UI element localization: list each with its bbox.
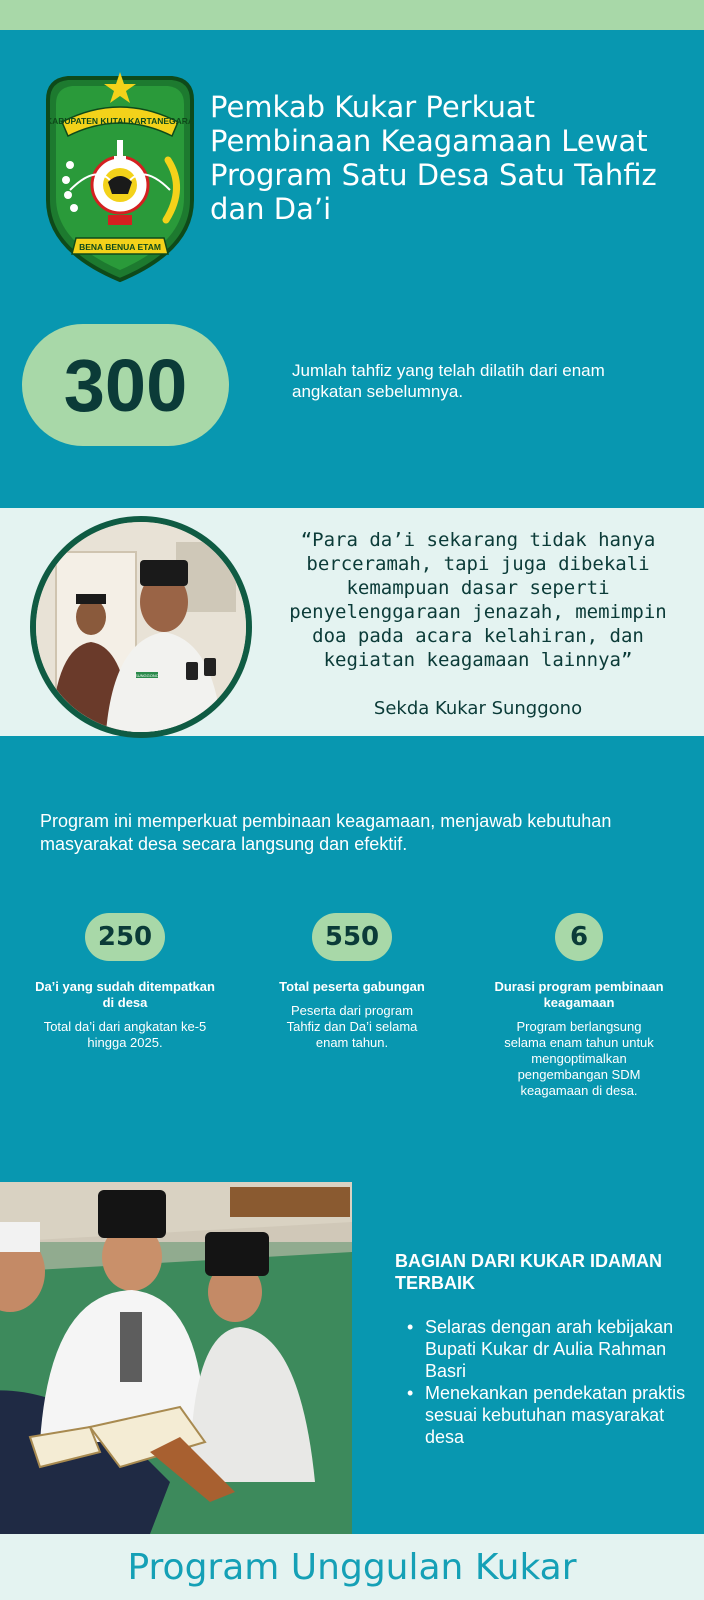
stat-label: Total peserta gabungan [279,979,425,994]
stat-card-duration [484,913,674,1099]
stats-row [0,913,704,1113]
list-item: • Menekankan pendekatan praktis sesuai kebutuhan masyarakat desa [405,1382,695,1448]
students-reading-photo [0,1182,352,1534]
stat-label: Durasi program pembinaan keagamaan [494,979,664,1010]
stat-value: 550 [312,913,392,961]
students-illustration [0,1182,352,1534]
stat-label: Da’i yang sudah ditempatkan di desa [35,979,215,1010]
quote-section [0,508,704,736]
highlight-value: 300 [63,343,188,427]
footer-band [0,1534,704,1600]
footer-title: Program Unggulan Kukar [127,1546,577,1588]
stat-description: Total da’i dari angkatan ke-5 hingga 2025. [43,1019,207,1050]
speaker-portrait-illustration [36,522,246,732]
stat-card-dai [30,913,220,1051]
list-item: • Selaras dengan arah kebijakan Bupati Kukar dr Aulia Rahman Basri [405,1316,695,1382]
program-points-list [405,1316,695,1448]
speaker-photo [30,516,252,738]
logo-bottom-text: BENA BENUA ETAM [79,242,161,252]
highlight-description: Jumlah tahfiz yang telah dilatih dari enam angkatan sebelumnya. [292,361,605,401]
intro-paragraph: Program ini memperkuat pembinaan keagamaan, menjawab kebutuhan masyarakat desa secara langsung dan efektif. [40,811,612,854]
stat-description: Peserta dari program Tahfiz dan Da’i selama enam tahun. [286,1003,418,1050]
header-section [0,30,704,508]
stat-description: Program berlangsung selama enam tahun untuk mengoptimalkan pengembangan SDM keagamaan di desa. [504,1019,654,1098]
stat-card-participants [257,913,447,1051]
program-section-title: BAGIAN DARI KUKAR IDAMAN TERBAIK [395,1251,662,1293]
highlight-stat-pill [22,324,229,446]
quote-author: Sekda Kukar Sunggono [373,698,583,719]
quote-text: “Para da’i sekarang tidak hanya berceramah, tapi juga dibekali kemampuan dasar seperti penyelenggaraan jenazah, memimpin doa pada acara kelahiran, dan kegiatan keagamaan lainnya” [289,529,667,671]
name-tag-text: SUNGGONO [135,673,159,678]
logo-top-text: KABUPATEN KUTAI KARTANEGARA [45,116,195,126]
stat-value: 6 [555,913,603,961]
kukar-logo-emblem [40,70,200,285]
stat-value: 250 [85,913,165,961]
top-accent-bar [0,0,704,30]
page-title: Pemkab Kukar Perkuat Pembinaan Keagamaan Lewat Program Satu Desa Satu Tahfiz dan Da’i [210,90,657,226]
